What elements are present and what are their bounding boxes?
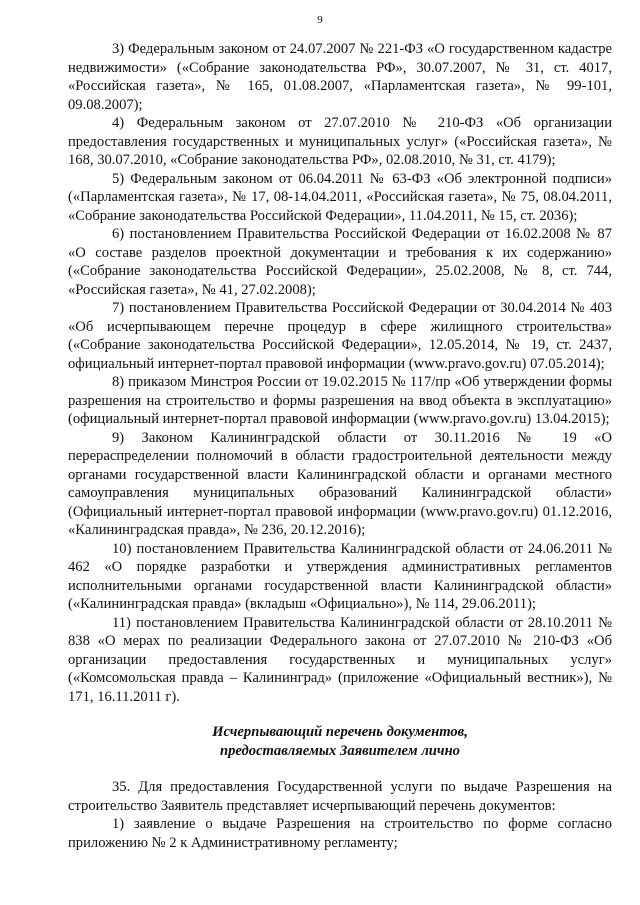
paragraph-35: 35. Для предоставления Государственной услуги по выдаче Разрешения на строительство Заявитель представляет исчерпывающий перечень документов:	[68, 779, 612, 814]
document-body	[68, 40, 612, 852]
legal-basis-item-11: 11) постановлением Правительства Калининградской области от 28.10.2011 № 838 «О мерах по реализации Федерального закона от 27.07.2010 № 210-ФЗ «Об организации предоставления государственных и муниципальных услуг» («Комсомольская правда – Калининград» (приложение «Официальный вестник»), № 171, 16.11.2011 г).	[68, 614, 612, 705]
section-heading-line-2: предоставляемых Заявителем лично	[220, 742, 460, 759]
section-heading-line-1: Исчерпывающий перечень документов,	[212, 724, 468, 740]
legal-basis-item-3: 3) Федеральным законом от 24.07.2007 № 221-ФЗ «О государственном кадастре недвижимости» («Собрание законодательства РФ», 30.07.2007, № 31, ст. 4017, «Российская газета», № 165, 01.08.2007, «Парламентская газета», № 99-101, 09.08.2007);	[68, 41, 612, 113]
legal-basis-item-6: 6) постановлением Правительства Российской Федерации от 16.02.2008 № 87 «О составе разделов проектной документации и требования к их содержанию» («Собрание законодательства Российской Федерации», 25.02.2008, № 8, ст. 744, «Российская газета», № 41, 27.02.2008);	[68, 226, 612, 298]
legal-basis-item-5: 5) Федеральным законом от 06.04.2011 № 63-ФЗ «Об электронной подписи» («Парламентская газета», № 17, 08-14.04.2011, «Российская газета», № 75, 08.04.2011, «Собрание законодательства Российской Федерации», 11.04.2011, № 15, ст. 2036);	[68, 170, 612, 224]
document-list-item-1: 1) заявление о выдаче Разрешения на строительство по форме согласно приложению № 2 к Административному регламенту;	[68, 816, 612, 851]
legal-basis-item-7: 7) постановлением Правительства Российской Федерации от 30.04.2014 № 403 «Об исчерпывающем перечне процедур в сфере жилищного строительства» («Собрание законодательства Российской Федерации», 12.05.2014, № 19, ст. 2437, официальный интернет-портал правовой информации (www.pravo.gov.ru) 07.05.2014);	[68, 300, 612, 372]
section-heading	[68, 723, 612, 760]
legal-basis-item-8: 8) приказом Минстроя России от 19.02.2015 № 117/пр «Об утверждении формы разрешения на строительство и формы разрешения на ввод объекта в эксплуатацию» (официальный интернет-портал правовой информации (www.pravo.gov.ru) 13.04.2015);	[68, 374, 612, 427]
legal-basis-item-4: 4) Федеральным законом от 27.07.2010 № 210-ФЗ «Об организации предоставления государственных и муниципальных услуг» («Российская газета», № 168, 30.07.2010, «Собрание законодательства РФ», 02.08.2010, № 31, ст. 4179);	[68, 115, 612, 168]
legal-basis-item-10: 10) постановлением Правительства Калининградской области от 24.06.2011 № 462 «О порядке разработки и утверждения административных регламентов исполнительными органами государственной власти Калининградской области» («Калининградская правда» (вкладыш «Официально»), № 114, 29.06.2011);	[68, 540, 612, 612]
legal-basis-item-9: 9) Законом Калининградской области от 30.11.2016 № 19 «О перераспределении полномочий в области градостроительной деятельности между органами государственной власти Калининградской области и органами местного самоуправления муниципальных образований Калининградской области» (Официальный интернет-портал правовой информации (www.pravo.gov.ru) 01.12.2016, «Калининградская правда», № 236, 20.12.2016);	[68, 429, 612, 538]
page-number: 9	[317, 14, 323, 26]
